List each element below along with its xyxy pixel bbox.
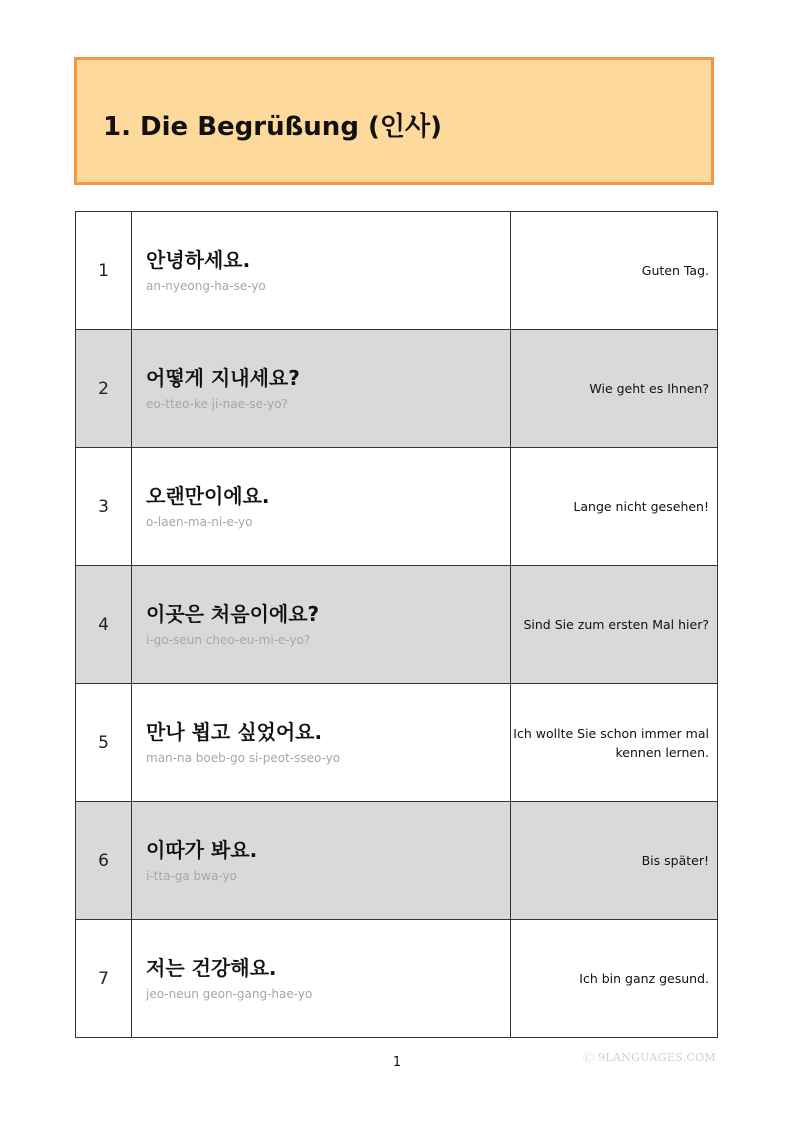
row-number: 7 [76, 920, 132, 1038]
korean-cell [132, 684, 511, 802]
korean-phrase: 안녕하세요. [146, 248, 251, 272]
korean-phrase: 이곳은 처음이에요? [146, 602, 320, 626]
table-row [76, 920, 718, 1038]
korean-cell [132, 920, 511, 1038]
romanization: jeo-neun geon-gang-hae-yo [146, 987, 313, 1001]
row-number: 3 [76, 448, 132, 566]
korean-phrase: 만나 뵙고 싶었어요. [146, 720, 323, 744]
table-row [76, 212, 718, 330]
korean-phrase: 이따가 봐요. [146, 838, 258, 862]
german-translation: Guten Tag. [511, 212, 718, 330]
title-box [74, 57, 714, 185]
table-row [76, 566, 718, 684]
romanization: i-tta-ga bwa-yo [146, 869, 237, 883]
romanization: i-go-seun cheo-eu-mi-e-yo? [146, 633, 311, 647]
copyright-watermark: Ⓒ 9LANGUAGES.COM [583, 1051, 716, 1064]
german-translation: Sind Sie zum ersten Mal hier? [511, 566, 718, 684]
german-translation: Lange nicht gesehen! [511, 448, 718, 566]
german-translation: Wie geht es Ihnen? [511, 330, 718, 448]
page-number: 1 [392, 1055, 402, 1070]
korean-cell [132, 566, 511, 684]
table-row [76, 330, 718, 448]
page-title: 1. Die Begrüßung (인사) [103, 112, 442, 142]
phrase-table [75, 211, 718, 1038]
german-translation: Ich bin ganz gesund. [511, 920, 718, 1038]
korean-phrase: 오랜만이에요. [146, 484, 270, 508]
german-translation: Bis später! [511, 802, 718, 920]
korean-phrase: 어떻게 지내세요? [146, 366, 300, 390]
row-number: 1 [76, 212, 132, 330]
table-row [76, 448, 718, 566]
korean-cell [132, 212, 511, 330]
korean-cell [132, 448, 511, 566]
korean-phrase: 저는 건강해요. [146, 956, 277, 980]
row-number: 2 [76, 330, 132, 448]
korean-cell [132, 330, 511, 448]
row-number: 4 [76, 566, 132, 684]
row-number: 6 [76, 802, 132, 920]
romanization: man-na boeb-go si-peot-sseo-yo [146, 751, 341, 765]
romanization: eo-tteo-ke ji-nae-se-yo? [146, 397, 288, 411]
table-row [76, 802, 718, 920]
table-row [76, 684, 718, 802]
korean-cell [132, 802, 511, 920]
row-number: 5 [76, 684, 132, 802]
german-translation: Ich wollte Sie schon immer mal kennen lernen. [511, 684, 718, 802]
romanization: o-laen-ma-ni-e-yo [146, 515, 253, 529]
romanization: an-nyeong-ha-se-yo [146, 279, 266, 293]
